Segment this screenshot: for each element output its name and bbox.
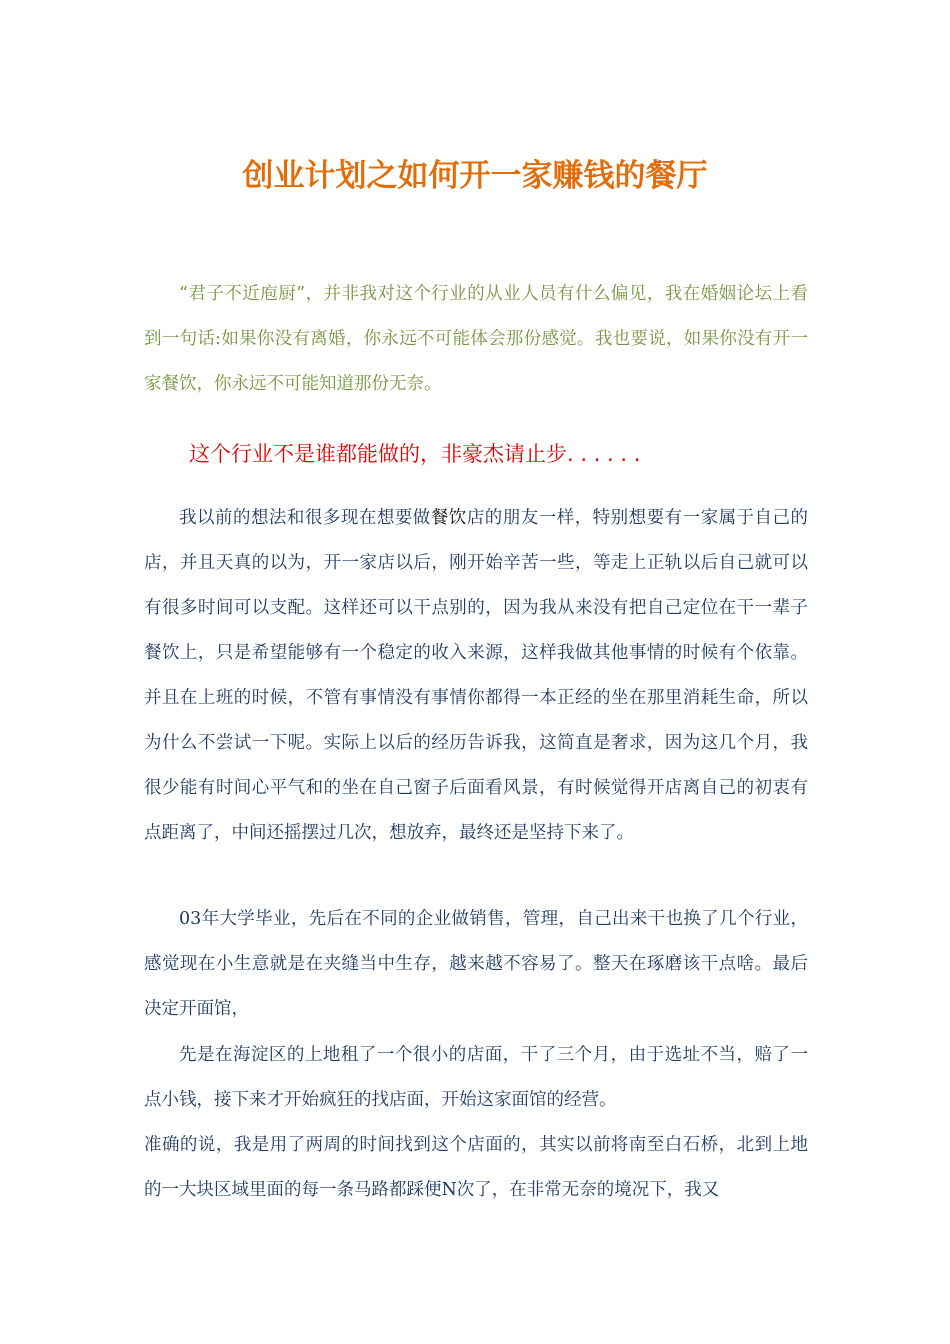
p1-text-end: 店的朋友一样，特别想要有一家属于自己的店，并且天真的以为，开一家店以后，刚开始辛苦一些，等走上正轨以后自己就可以有很多时间可以支配。这样还可以干点别的，因为我从来没有把自己定位在干一辈子餐饮上，只是希望能够有一个稳定的收入来源，这样我做其他事情的时候有个依靠。并且在上班的时候，不管有事情没有事情你都得一本正经的坐在那里消耗生命，所以为什么不尝试一下呢。实际上以后的经历告诉我，这简直是奢求，因为这几个月，我很少能有时间心平气和的坐在自己窗子后面看风景，有时候觉得开店离自己的初衷有点距离了，中间还摇摆过几次，想放弃，最终还是坚持下来了。 [144, 508, 809, 843]
p1-text-start: 我以前的想法和很多现在想要做 [179, 508, 431, 528]
intro-paragraph: “君子不近庖厨”，并非我对这个行业的从业人员有什么偏见，我在婚姻论坛上看到一句话:如果你没有离婚，你永远不可能体会那份感觉。我也要说，如果你没有开一家餐饮，你永远不可能知道那份无奈。 [144, 284, 808, 394]
body-paragraph-3: 先是在海淀区的上地租了一个很小的店面，干了三个月，由于选址不当，赔了一点小钱，接下来才开始疯狂的找店面，开始这家面馆的经营。 [144, 1045, 808, 1110]
body-paragraph-4: 准确的说，我是用了两周的时间找到这个店面的，其实以前将南至白石桥，北到上地的一大块区域里面的每一条马路都踩便N次了，在非常无奈的境况下，我又 [144, 1135, 808, 1200]
warning-line: 这个行业不是谁都能做的，非豪杰请止步. . . . . . [189, 442, 641, 466]
document-title: 创业计划之如何开一家赚钱的餐厅 [242, 158, 708, 194]
body-paragraph-1 [144, 496, 808, 856]
p1-highlight-word: 餐饮 [430, 508, 467, 528]
body-paragraph-2: 03年大学毕业，先后在不同的企业做销售，管理，自己出来干也换了几个行业，感觉现在小生意就是在夹缝当中生存，越来越不容易了。整天在琢磨该干点啥。最后决定开面馆， [144, 909, 808, 1019]
